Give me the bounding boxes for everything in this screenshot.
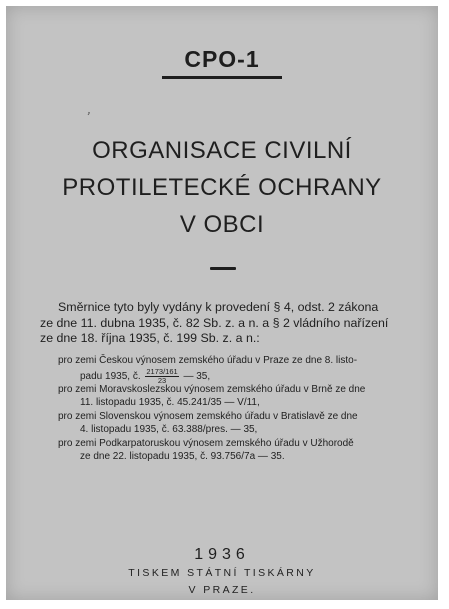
code-underline (162, 76, 282, 79)
intro-line: Směrnice tyto byly vydány k provedení § 4, odst. 2 zákona (58, 300, 379, 314)
decree-line: pro zemi Moravskoslezskou výnosem zemského úřadu v Brně ze dne (58, 384, 366, 395)
document-code: CPO-1 (184, 46, 260, 72)
title-line-1: ORGANISACE CIVILNÍ (92, 137, 352, 164)
decree-subcarpathia (58, 438, 412, 463)
intro-line: ze dne 11. dubna 1935, č. 82 Sb. z. a n. a § 2 vládního nařízení (40, 315, 389, 330)
fraction-numerator: 2173/161 (146, 366, 178, 376)
decree-czech (58, 355, 412, 385)
title-line-3: V OBCI (179, 211, 265, 238)
decree-text: — 35, (183, 370, 211, 382)
decree-line: pro zemi Slovenskou výnosem zemského úřadu v Bratislavě ze dne (58, 411, 358, 422)
intro-line: ze dne 18. října 1935, č. 199 Sb. z. a n.: (40, 331, 260, 345)
intro-paragraph (40, 300, 412, 347)
decree-line: 11. listopadu 1935, č. 45.241/35 — V/11, (80, 396, 260, 408)
decree-text: padu 1935, č. (80, 370, 141, 382)
publication-place: V PRAZE. (188, 584, 256, 596)
fraction-denominator: 23 (157, 375, 167, 385)
decree-line: pro zemi Podkarpatoruskou výnosem zemského úřadu v Užhorodě (58, 438, 354, 449)
decree-line: pro zemi Českou výnosem zemského úřadu v Praze ze dne 8. listo- (58, 355, 358, 366)
title-line-2: PROTILETECKÉ OCHRANY (62, 174, 382, 201)
decree-line: 4. listopadu 1935, č. 63.388/pres. — 35, (80, 423, 258, 435)
section-divider (210, 267, 236, 270)
decree-moravia-silesia (58, 384, 412, 409)
decree-line (58, 368, 412, 385)
document-page (6, 6, 438, 600)
decree-slovakia (58, 411, 412, 436)
publication-year: 1936 (194, 546, 250, 563)
printer-name: TISKEM STÁTNÍ TISKÁRNY (128, 567, 316, 579)
decree-line: ze dne 22. listopadu 1935, č. 93.756/7a — 35. (80, 450, 285, 462)
decree-fraction (145, 368, 178, 385)
ink-smudge-mark: ʼ (83, 108, 92, 126)
